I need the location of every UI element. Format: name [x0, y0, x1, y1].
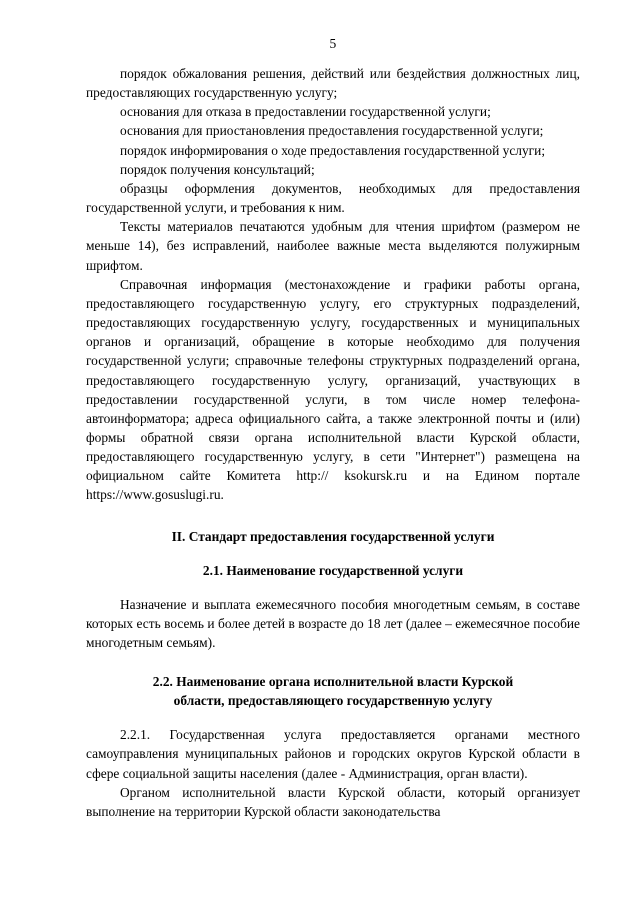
paragraph-reference-information: Справочная информация (местонахождение и графики работы органа, предоставляющего государственную услугу, его структурных подразделений, предоставляющих государственную услугу, государственных и муниципальных органов и организаций, обращение в которые необходимо для получения государственной услуги; справочные телефоны структурных подразделений органа, предоставляющего государственную услугу, организаций, участвующих в предоставлении государственной услуги, в том числе номер телефона-автоинформатора; адреса официального сайта, а также электронной почты и (или) формы обратной связи органа исполнительной власти Курской области, предоставляющего государственную услугу, в сети "Интернет") размещена на официальном сайте Комитета http:// ksokursk.ru и на Едином портале https://www.gosuslugi.ru. — [86, 276, 580, 503]
paragraph-document-samples: образцы оформления документов, необходимых для предоставления государственной услуги, и требования к ним. — [86, 180, 580, 216]
spacer-after-section-heading — [86, 546, 580, 561]
section-heading-ii: II. Стандарт предоставления государственной услуги — [171, 528, 495, 544]
paragraph-service-name: Назначение и выплата ежемесячного пособия многодетным семьям, в составе которых есть восемь и более детей в возрасте до 18 лет (далее – ежемесячное пособие многодетным семьям). — [86, 596, 580, 650]
spacer-before-subsection-2-2 — [86, 652, 580, 672]
paragraph-consultations-procedure: порядок получения консультаций; — [120, 161, 315, 177]
paragraph-informing-procedure: порядок информирования о ходе предоставления государственной услуги; — [120, 142, 546, 158]
paragraph-text-materials-font: Тексты материалов печатаются удобным для чтения шрифтом (размером не меньше 14), без исправлений, наиболее важные места выделяются полужирным шрифтом. — [86, 219, 580, 273]
page-number: 5 — [329, 36, 337, 51]
spacer-after-subsection-2-2 — [86, 710, 580, 725]
spacer-after-subsection-2-1 — [86, 580, 580, 595]
paragraph-suspension-grounds: основания для приостановления предоставления государственной услуги; — [120, 123, 544, 139]
spacer-before-section-heading — [86, 505, 580, 527]
subsection-heading-2-2-line-2: области, предоставляющего государственную услугу — [173, 693, 493, 709]
subsection-heading-2-2-line-1: 2.2. Наименование органа исполнительной власти Курской — [152, 674, 514, 690]
subsection-heading-2-1: 2.1. Наименование государственной услуги — [202, 562, 464, 578]
paragraph-executive-authority: Органом исполнительной власти Курской области, который организует выполнение на территории Курской области законодательства — [86, 784, 580, 819]
paragraph-refusal-grounds: основания для отказа в предоставлении государственной услуги; — [120, 104, 491, 120]
paragraph-appeal-procedure: порядок обжалования решения, действий или бездействия должностных лиц, предоставляющих государственную услугу; — [86, 66, 580, 101]
paragraph-2-2-1: 2.2.1. Государственная услуга предоставляется органами местного самоуправления муниципальных районов и городских округов Курской области в сфере социальной защиты населения (далее - Администрация, орган власти). — [86, 727, 580, 781]
